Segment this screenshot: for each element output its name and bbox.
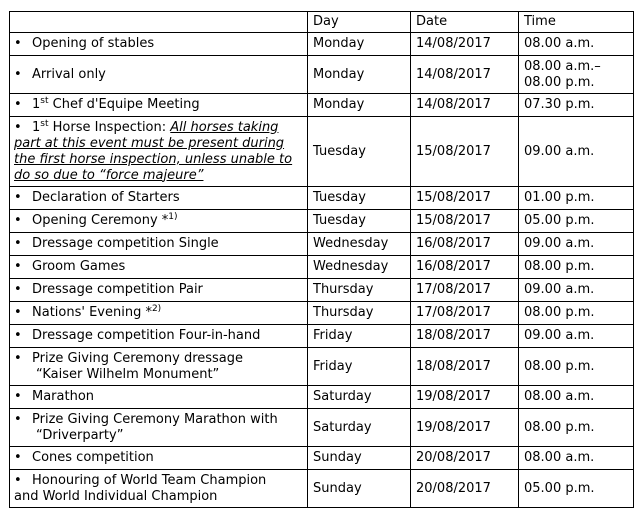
- day-cell: Sunday: [308, 447, 411, 470]
- event-line: [14, 473, 302, 489]
- event-line: “Driverparty”: [36, 427, 124, 443]
- event-cell: [10, 409, 308, 447]
- day-cell: Wednesday: [308, 233, 411, 256]
- event-line: “Kaiser Wilhelm Monument”: [36, 366, 220, 382]
- time-cell: 08.00 p.m.: [519, 409, 634, 447]
- event-cell: [10, 56, 308, 94]
- table-row: [10, 33, 634, 56]
- bullet: •: [14, 190, 22, 205]
- event-label: Opening of stables: [32, 36, 155, 51]
- event-cell: [10, 325, 308, 348]
- time-cell: 05.00 p.m.: [519, 210, 634, 233]
- event-number: 1: [32, 119, 41, 135]
- table-row: [10, 470, 634, 508]
- time-cell: 05.00 p.m.: [519, 470, 634, 508]
- header-day: Day: [308, 12, 411, 33]
- event-label: Cones competition: [32, 450, 154, 465]
- header-event: [10, 12, 308, 33]
- header-date: Date: [411, 12, 519, 33]
- day-cell: Thursday: [308, 279, 411, 302]
- date-cell: 18/08/2017: [411, 348, 519, 386]
- event-cell: [10, 233, 308, 256]
- date-cell: 17/08/2017: [411, 279, 519, 302]
- event-cell: [10, 447, 308, 470]
- day-cell: Tuesday: [308, 187, 411, 210]
- event-cell: [10, 33, 308, 56]
- event-line: [14, 351, 302, 367]
- event-label: Nations' Evening *: [32, 305, 152, 320]
- event-cell: [10, 210, 308, 233]
- table-row: [10, 210, 634, 233]
- event-line: and World Individual Champion: [14, 488, 218, 504]
- day-cell: Saturday: [308, 386, 411, 409]
- bullet: •: [14, 282, 22, 297]
- date-cell: 15/08/2017: [411, 187, 519, 210]
- event-label: Prize Giving Ceremony Marathon with: [32, 411, 278, 427]
- day-cell: Friday: [308, 325, 411, 348]
- bullet: •: [14, 389, 22, 404]
- bullet: •: [14, 411, 22, 427]
- bullet: •: [14, 450, 22, 465]
- event-line: [14, 120, 302, 136]
- event-label: Chef d'Equipe Meeting: [48, 97, 200, 112]
- event-cell: [10, 302, 308, 325]
- event-label: Dressage competition Pair: [32, 282, 203, 297]
- bullet: •: [14, 472, 22, 488]
- bullet: •: [14, 97, 22, 112]
- day-cell: Friday: [308, 348, 411, 386]
- day-cell: Thursday: [308, 302, 411, 325]
- event-cell: [10, 348, 308, 386]
- table-row: [10, 187, 634, 210]
- event-line: [14, 412, 302, 428]
- event-label: Dressage competition Single: [32, 236, 219, 251]
- footnote-marker: 1): [168, 212, 178, 222]
- time-line: 08.00 p.m.: [524, 74, 595, 90]
- day-cell: Sunday: [308, 470, 411, 508]
- time-cell: 08.00 a.m.: [519, 447, 634, 470]
- time-cell: 08.00 p.m.: [519, 348, 634, 386]
- date-cell: 15/08/2017: [411, 117, 519, 187]
- time-cell: 08.00 p.m.: [519, 302, 634, 325]
- event-note: All horses taking: [170, 119, 279, 135]
- table-row: [10, 447, 634, 470]
- day-cell: Tuesday: [308, 210, 411, 233]
- table-row: [10, 348, 634, 386]
- table-row: [10, 117, 634, 187]
- event-label: Arrival only: [32, 66, 106, 82]
- event-label: Dressage competition Four-in-hand: [32, 328, 261, 343]
- table-row: [10, 386, 634, 409]
- time-cell: 09.00 a.m.: [519, 279, 634, 302]
- table-row: [10, 302, 634, 325]
- event-cell: [10, 386, 308, 409]
- day-cell: Monday: [308, 56, 411, 94]
- bullet: •: [14, 213, 22, 228]
- event-note: do so due to “force majeure”: [14, 167, 204, 183]
- event-label: Groom Games: [32, 259, 126, 274]
- event-label: Prize Giving Ceremony dressage: [32, 350, 244, 366]
- ordinal-suffix: st: [40, 96, 49, 106]
- table-row: [10, 279, 634, 302]
- bullet: •: [14, 36, 22, 51]
- day-cell: Wednesday: [308, 256, 411, 279]
- time-cell: 07.30 p.m.: [519, 94, 634, 117]
- date-cell: 14/08/2017: [411, 33, 519, 56]
- time-cell: 09.00 a.m.: [519, 117, 634, 187]
- day-cell: Tuesday: [308, 117, 411, 187]
- time-cell: 08.00 p.m.: [519, 256, 634, 279]
- table-row: [10, 256, 634, 279]
- time-cell: 08.00 a.m.: [519, 386, 634, 409]
- date-cell: 16/08/2017: [411, 256, 519, 279]
- date-cell: 20/08/2017: [411, 470, 519, 508]
- date-cell: 14/08/2017: [411, 94, 519, 117]
- bullet: •: [14, 328, 22, 343]
- header-row: [10, 12, 634, 33]
- date-cell: 17/08/2017: [411, 302, 519, 325]
- event-label: Declaration of Starters: [32, 190, 180, 205]
- bullet: •: [14, 66, 22, 82]
- bullet: •: [14, 305, 22, 320]
- bullet: •: [14, 350, 22, 366]
- event-cell: [10, 256, 308, 279]
- time-cell: [519, 56, 634, 94]
- header-time: Time: [519, 12, 634, 33]
- date-cell: 14/08/2017: [411, 56, 519, 94]
- event-cell: [10, 187, 308, 210]
- date-cell: 16/08/2017: [411, 233, 519, 256]
- event-label: Horse Inspection:: [48, 119, 171, 135]
- table-row: [10, 56, 634, 94]
- day-cell: Monday: [308, 33, 411, 56]
- event-note: the first horse inspection, unless unable to: [14, 151, 293, 167]
- bullet: •: [14, 259, 22, 274]
- day-cell: Monday: [308, 94, 411, 117]
- event-cell: [10, 94, 308, 117]
- time-cell: 01.00 p.m.: [519, 187, 634, 210]
- table-row: [10, 233, 634, 256]
- event-note: part at this event must be present during: [14, 135, 285, 151]
- event-cell: [10, 117, 308, 187]
- time-cell: 09.00 a.m.: [519, 325, 634, 348]
- bullet: •: [14, 236, 22, 251]
- table-row: [10, 409, 634, 447]
- date-cell: 19/08/2017: [411, 409, 519, 447]
- time-line: 08.00 a.m.–: [524, 58, 601, 74]
- date-cell: 18/08/2017: [411, 325, 519, 348]
- table-row: [10, 325, 634, 348]
- event-label: Opening Ceremony *: [32, 213, 169, 228]
- bullet: •: [14, 119, 22, 135]
- event-cell: [10, 470, 308, 508]
- event-cell: [10, 279, 308, 302]
- time-cell: 09.00 a.m.: [519, 233, 634, 256]
- date-cell: 15/08/2017: [411, 210, 519, 233]
- day-cell: Saturday: [308, 409, 411, 447]
- schedule-table: [9, 11, 634, 508]
- ordinal-suffix: st: [40, 118, 49, 129]
- date-cell: 20/08/2017: [411, 447, 519, 470]
- footnote-marker: 2): [151, 304, 162, 314]
- event-number: 1: [32, 97, 41, 112]
- event-label: Marathon: [32, 389, 95, 404]
- table-row: [10, 94, 634, 117]
- event-label: Honouring of World Team Champion: [32, 472, 267, 488]
- time-cell: 08.00 a.m.: [519, 33, 634, 56]
- date-cell: 19/08/2017: [411, 386, 519, 409]
